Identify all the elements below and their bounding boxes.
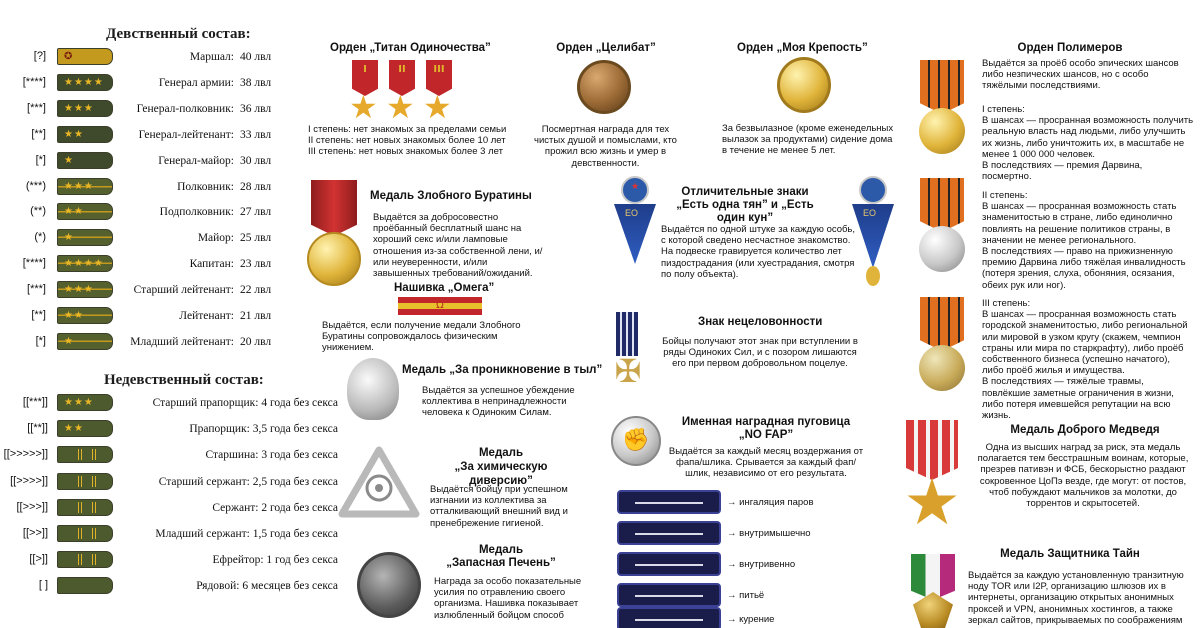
chemical-medal-icon [338, 446, 420, 520]
rank-level: 40 лвл [240, 51, 272, 63]
rank-code: [*] [35, 334, 46, 347]
nonpurpose-title: Знак нецеловонности [698, 316, 823, 328]
titan-line-1: I степень: нет знакомых за пределами семьи [308, 124, 507, 135]
rank-label: Старший сержант: 2,5 года без секса [158, 475, 338, 488]
shoulder-strap-icon: ★ [57, 229, 113, 246]
omega-symbol: Ω [436, 300, 444, 311]
shoulder-strap-icon: ★★★ [57, 178, 113, 195]
fortress-title: Орден „Моя Крепость” [737, 42, 868, 54]
shoulder-strap-icon: ★★★ [57, 281, 113, 298]
rank-code: (**) [30, 205, 46, 218]
shoulder-strap-icon: ★★★★ [57, 255, 113, 272]
rank-code: [[>>]] [22, 527, 48, 539]
titan-degree-1: I [363, 64, 367, 75]
shoulder-strap-icon: ★★ [57, 420, 113, 437]
rank-code: [****] [22, 75, 46, 88]
liver-medal-icon [357, 552, 421, 618]
liver-title: Медаль „Запасная Печень” [446, 544, 556, 569]
rank-code: [[>>>>]] [10, 474, 48, 487]
rank-name: Капитан: [189, 258, 234, 271]
titan-line-3: III степень: нет новых знакомых более 3 лет [308, 146, 503, 158]
rank-code: [****] [22, 257, 46, 270]
rank-label: Старшина: 3 года без секса [205, 449, 338, 462]
patch-label-1: → ингаляция паров [727, 497, 814, 508]
omega-text: Выдаётся, если получение медали Злобного Буратины сопровождалось физическим унижением. [322, 320, 521, 354]
rank-code: [**] [31, 127, 46, 140]
bear-star-icon: ★ [903, 466, 961, 540]
patch-label-3: → внутривенно [727, 559, 796, 570]
liver-text: Награда за особо показательные усилия по отравлению своего организма. Нашивка показывает излюбленный бойцом способ [434, 576, 582, 621]
rank-level: 30 лвл [240, 154, 272, 167]
rank-label: Старший прапорщик: 4 года без секса [152, 397, 338, 409]
rank-code: [ ] [38, 579, 48, 592]
patch-label-2: → внутримышечно [727, 528, 811, 539]
polymer-degree-2: II степень: В шансах — просранная возможность стать знаменитостью в стране, либо единолично повлиять на решение политиков страны, в значении не менее регионального. В последствиях — право на прижизненную премию Дарвина либо тяжёлая инвалидность (потеря зрения, слуха, обоняния, осязания, обеих рук или ног). [982, 190, 1186, 291]
bear-text: Одна из высших наград за риск, эта медаль полагается тем бесстрашным воинам, которые, презрев пативэн и ФСБ, бескорыстно раздают сокровенное ЦоПэ везде, где могут: от постов, чтоб побуждают мальчиков за молотки, до торрентов и скрытосетей. [977, 442, 1189, 510]
patch-label-4: → питьё [727, 590, 765, 601]
rank-level: 38 лвл [240, 76, 272, 89]
rank-code: [***] [27, 101, 46, 114]
rank-code: [***] [27, 283, 46, 296]
rank-label: Сержант: 2 года без секса [212, 501, 338, 514]
omega-patch [398, 297, 482, 315]
buratino-medal-icon [307, 232, 361, 286]
shoulder-strap-icon: ★★ [57, 307, 113, 324]
rank-name: Генерал-лейтенант: [138, 128, 234, 141]
rank-code: [**] [31, 309, 46, 321]
rank-code: [?] [33, 50, 46, 62]
polymer-degree-3: III степень: В шансах — просранная возможность стать городской знаменитостью, либо региональной или мировой в узком кругу (скажем, чемпион страны или мира по старкрафту), либо проёб собственного бизнеса (успешно начатого), либо проёб жилья и имущества. В последствиях — тяжёлые травмы, повлёкшие заметные ограничения в жизни, либо потеря имевшейся репутации на всю жизнь. [982, 298, 1188, 422]
rank-level: 23 лвл [240, 258, 272, 271]
shoulder-strap-icon: ★★★ [57, 394, 113, 411]
buratino-text: Выдаётся за добросовестно проёбанный бесплатный шанс на хороший секс и/или ламповые отношения из-за собственной лени, и/или неуверенности, и/или завышенных требований/ожиданий. [373, 212, 543, 280]
buratino-ribbon [311, 180, 357, 236]
badge-tyan-icon: ★ ЕО [612, 176, 658, 272]
rank-level: 25 лвл [240, 232, 272, 245]
defender-text: Выдаётся за каждую установленную транзитную ноду TOR или I2P, организацию шлюзов их в интернеты, организацию открытых анонимных проксей и VPN, анонимных хостингов, а также зеркал сайтов, прикрываемых по соображениям [968, 570, 1184, 626]
star-icon: ★ [423, 88, 452, 126]
shoulder-strap-icon: ✪ [57, 48, 113, 65]
rank-name: Генерал армии: [158, 76, 234, 89]
star-icon: ★ [349, 88, 378, 126]
shoulder-strap-icon: ★ [57, 333, 113, 350]
virgin-section-title: Девственный состав: [106, 26, 251, 42]
polymer-degree-1: I степень: В шансах — просранная возможность получить реальную власть над людьми, либо улучшить их жизнь, либо уничтожить их, в масштабе не менее 1 000 000 человек. В последствиях — премия Дарвина, посмертно. [982, 104, 1194, 183]
shoulder-strap-icon: ★★ [57, 203, 113, 220]
celibat-title: Орден „Целибат” [556, 42, 656, 54]
shoulder-strap-icon [57, 499, 113, 516]
nonpurpose-ribbon [616, 312, 638, 356]
nonpurpose-text: Бойцы получают этот знак при вступлении в ряды Одиноких Сил, и с позором лишаются его при первом добровольном поцелуе. [662, 336, 858, 370]
polymer-medal-2-icon [919, 226, 965, 272]
omega-title: Нашивка „Омега” [394, 282, 495, 294]
polymer-ribbon-1 [920, 60, 964, 114]
shoulder-strap-icon [57, 551, 113, 568]
celibat-text: Посмертная награда для тех чистых душой и помыслами, кто прожил всю жизнь и умер в девственности. [534, 124, 677, 169]
rank-level: 22 лвл [240, 284, 272, 297]
rank-level: 33 лвл [240, 128, 272, 141]
nofap-title: Именная наградная пуговица „NO FAP” [681, 416, 851, 441]
rank-code: (***) [25, 179, 46, 192]
buratino-title: Медаль Злобного Буратины [370, 190, 532, 202]
nofap-button-icon: ✊ [611, 416, 661, 466]
bear-title: Медаль Доброго Медведя [1010, 424, 1160, 436]
rank-name: Старший лейтенант: [133, 284, 234, 297]
titan-title: Орден „Титан Одиночества” [330, 42, 491, 54]
shoulder-strap-icon: ★★★ [57, 100, 113, 117]
badge-kun-icon: ЕО [850, 176, 896, 296]
rear-title: Медаль „За проникновение в тыл” [402, 364, 603, 376]
rear-text: Выдаётся за успешное убеждение коллектива в непринадлежности человека к Одиноким Силам. [422, 385, 575, 419]
rank-name: Майор: [197, 232, 234, 245]
rank-code: [[>>>>>]] [3, 448, 48, 461]
patch-drinking [617, 583, 721, 607]
rank-code: [[>>>]] [16, 500, 48, 513]
rank-label: Прапорщик: 3,5 года без секса [189, 423, 338, 436]
defender-title: Медаль Защитника Тайн [1000, 548, 1140, 560]
rank-name: Лейтенант: [179, 310, 234, 322]
rank-level: 28 лвл [240, 180, 272, 193]
polymer-medal-3-icon [919, 345, 965, 391]
rank-code: (*) [34, 231, 46, 244]
fortress-text: За безвылазное (кроме еженедельных вылазок за продуктами) сидение дома в течение не менее 5 лет. [722, 123, 894, 157]
celibat-medal-icon [577, 60, 631, 114]
rank-label: Младший сержант: 1,5 года без секса [155, 528, 338, 540]
polymer-title: Орден Полимеров [1017, 42, 1123, 54]
rank-code: [[>]] [29, 553, 48, 566]
shoulder-strap-icon [57, 525, 113, 542]
patch-intramuscular [617, 521, 721, 545]
patch-intravenous [617, 552, 721, 576]
defender-medal-icon [913, 592, 953, 628]
shoulder-strap-icon: ★ [57, 152, 113, 169]
polymer-ribbon-2 [920, 178, 964, 232]
polymer-ribbon-3 [920, 297, 964, 351]
rank-name: Генерал-майор: [158, 154, 234, 167]
polymer-medal-1-icon [919, 108, 965, 154]
shoulder-strap-icon [57, 473, 113, 490]
rank-level: 21 лвл [240, 310, 272, 322]
rank-name: Младший лейтенант: [130, 335, 234, 348]
rank-name: Маршал: [189, 51, 234, 63]
nofap-text: Выдаётся за каждый месяц воздержания от фапа/шлика. Срывается за каждый фап/шлик, независимо от его результата. [668, 446, 864, 480]
star-icon: ★ [386, 88, 415, 126]
rank-code: [*] [35, 153, 46, 166]
chemical-text: Выдаётся бойцу при успешном изгнании из коллектива за отталкивающий внешний вид и пренебрежение гигиеной. [430, 484, 568, 529]
badges-text: Выдаётся по одной штуке за каждую особь, с которой сведено несчастное знакомство. На подвеске гравируется количество лет пиздострадания (или хуестрадания, смотря по полу объекта). [661, 224, 856, 280]
patch-label-5: → курение [727, 614, 775, 625]
rank-code: [[***]] [22, 396, 48, 408]
chemical-title: Медаль „За химическую диверсию” [454, 447, 548, 487]
polymer-intro: Выдаётся за проёб особо эпических шансов либо незпических шансов, но с особо тяжёлыми последствиями. [982, 58, 1179, 92]
shoulder-strap-icon [57, 446, 113, 463]
titan-line-2: II степень: нет новых знакомых более 10 лет [308, 135, 506, 147]
titan-degree-2: II [398, 64, 406, 75]
rear-medal-icon [347, 358, 399, 420]
shoulder-strap-icon [57, 577, 113, 594]
fortress-medal-icon [777, 57, 831, 113]
rank-level: 27 лвл [240, 206, 272, 219]
titan-degree-3: III [433, 64, 445, 75]
rank-level: 20 лвл [240, 335, 272, 348]
rank-name: Генерал-полковник: [136, 102, 234, 115]
rank-name: Подполковник: [159, 206, 234, 219]
rank-label: Рядовой: 6 месяцев без секса [196, 580, 338, 593]
rank-code: [[**]] [27, 422, 48, 435]
nonvirgin-section-title: Недевственный состав: [104, 372, 264, 388]
shoulder-strap-icon: ★★ [57, 126, 113, 143]
rank-name: Полковник: [177, 180, 234, 193]
rank-label: Ефрейтор: 1 год без секса [212, 554, 338, 567]
badges-title: Отличительные знаки „Есть одна тян” и „Есть один кун” [676, 186, 814, 224]
patch-inhalation [617, 490, 721, 514]
shoulder-strap-icon: ★★★★ [57, 74, 113, 91]
patch-smoking [617, 607, 721, 628]
rank-level: 36 лвл [240, 102, 272, 115]
nonpurpose-cross-icon: ✠ [614, 352, 642, 390]
